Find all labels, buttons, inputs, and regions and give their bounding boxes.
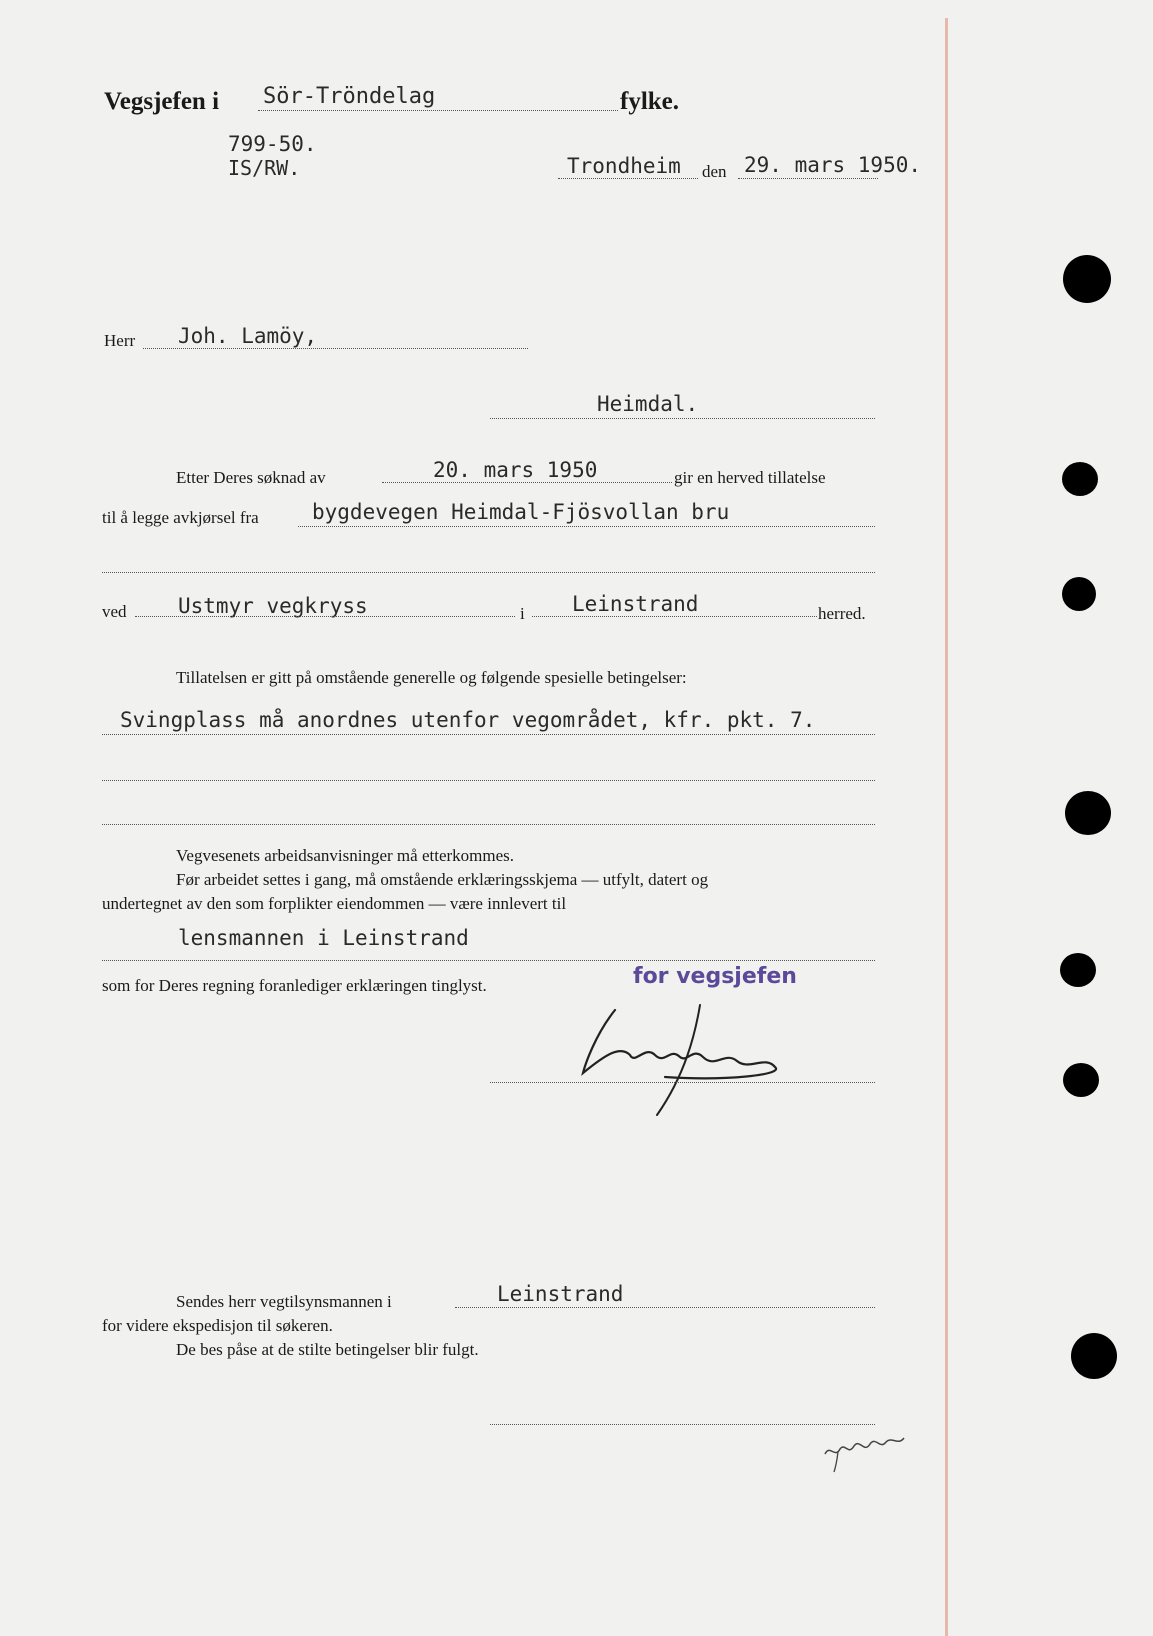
- header-lead: Vegsjefen i: [104, 88, 220, 115]
- letter-date: 29. mars 1950.: [744, 153, 922, 177]
- inspector-place: Leinstrand: [497, 1282, 624, 1306]
- punch-hole: [1063, 1063, 1099, 1097]
- punch-hole: [1062, 577, 1096, 611]
- for-vegsjefen-stamp: for vegsjefen: [633, 964, 797, 989]
- instruction-line-1: Vegvesenets arbeidsanvisninger må etterkommes.: [176, 846, 515, 865]
- application-prefix: Etter Deres søknad av: [176, 468, 326, 487]
- recipient-name: Joh. Lamöy,: [178, 324, 318, 348]
- date-line: [738, 178, 878, 179]
- i-label: i: [520, 604, 525, 623]
- reference-number: 799-50.: [228, 132, 317, 156]
- herred-label: herred.: [818, 604, 866, 623]
- location-value: Ustmyr vegkryss: [178, 594, 368, 618]
- footer-line-1: Sendes herr vegtilsynsmannen i: [176, 1292, 392, 1311]
- blank-line: [102, 572, 875, 573]
- reference-initials: IS/RW.: [228, 156, 301, 180]
- inspector-line: [455, 1307, 875, 1308]
- signature: [575, 995, 815, 1125]
- footer-signature-line: [490, 1424, 875, 1425]
- punch-hole: [1063, 255, 1111, 303]
- instruction-line-3: undertegnet av den som forplikter eiendommen — være innlevert til: [102, 894, 567, 913]
- recipient-line: [143, 348, 528, 349]
- registry-line: som for Deres regning foranlediger erklæringen tinglyst.: [102, 976, 487, 995]
- county-suffix: fylke.: [620, 88, 680, 115]
- instruction-line-2: Før arbeidet settes i gang, må omstående erklæringsskjema — utfylt, datert og: [176, 870, 709, 889]
- condition-line-2: [102, 780, 875, 781]
- punch-hole: [1060, 953, 1096, 987]
- special-condition: Svingplass må anordnes utenfor vegområdet, kfr. pkt. 7.: [120, 708, 816, 732]
- location-line: [135, 616, 515, 617]
- place-value: Trondheim: [567, 154, 681, 178]
- municipality-line: [532, 616, 817, 617]
- handwritten-initials: [820, 1424, 910, 1474]
- punch-hole: [1071, 1333, 1117, 1379]
- date-prefix: den: [702, 162, 727, 181]
- road-line: [298, 526, 875, 527]
- exit-prefix: til å legge avkjørsel fra: [102, 508, 259, 527]
- recipient-town: Heimdal.: [597, 392, 699, 416]
- footer-line-2: for videre ekspedisjon til søkeren.: [102, 1316, 333, 1335]
- salutation: Herr: [104, 331, 136, 350]
- municipality-value: Leinstrand: [572, 592, 699, 616]
- town-line: [490, 418, 875, 419]
- county-line: [258, 110, 618, 111]
- red-margin-line: [945, 18, 948, 1636]
- punch-hole: [1062, 462, 1098, 496]
- application-date: 20. mars 1950: [433, 458, 598, 482]
- road-value: bygdevegen Heimdal-Fjösvollan bru: [312, 500, 730, 524]
- application-suffix: gir en herved tillatelse: [674, 468, 826, 487]
- condition-line-3: [102, 824, 875, 825]
- deliver-to-line: [102, 960, 875, 961]
- condition-line: [102, 734, 875, 735]
- ved-label: ved: [102, 602, 127, 621]
- punch-hole: [1065, 791, 1111, 835]
- signature-line: [490, 1082, 875, 1083]
- county-value: Sör-Tröndelag: [263, 84, 436, 109]
- conditions-intro: Tillatelsen er gitt på omstående generelle og følgende spesielle betingelser:: [176, 668, 687, 687]
- application-date-line: [382, 482, 672, 483]
- deliver-to-value: lensmannen i Leinstrand: [178, 926, 469, 950]
- footer-line-3: De bes påse at de stilte betingelser blir fulgt.: [176, 1340, 479, 1359]
- place-line: [558, 178, 698, 179]
